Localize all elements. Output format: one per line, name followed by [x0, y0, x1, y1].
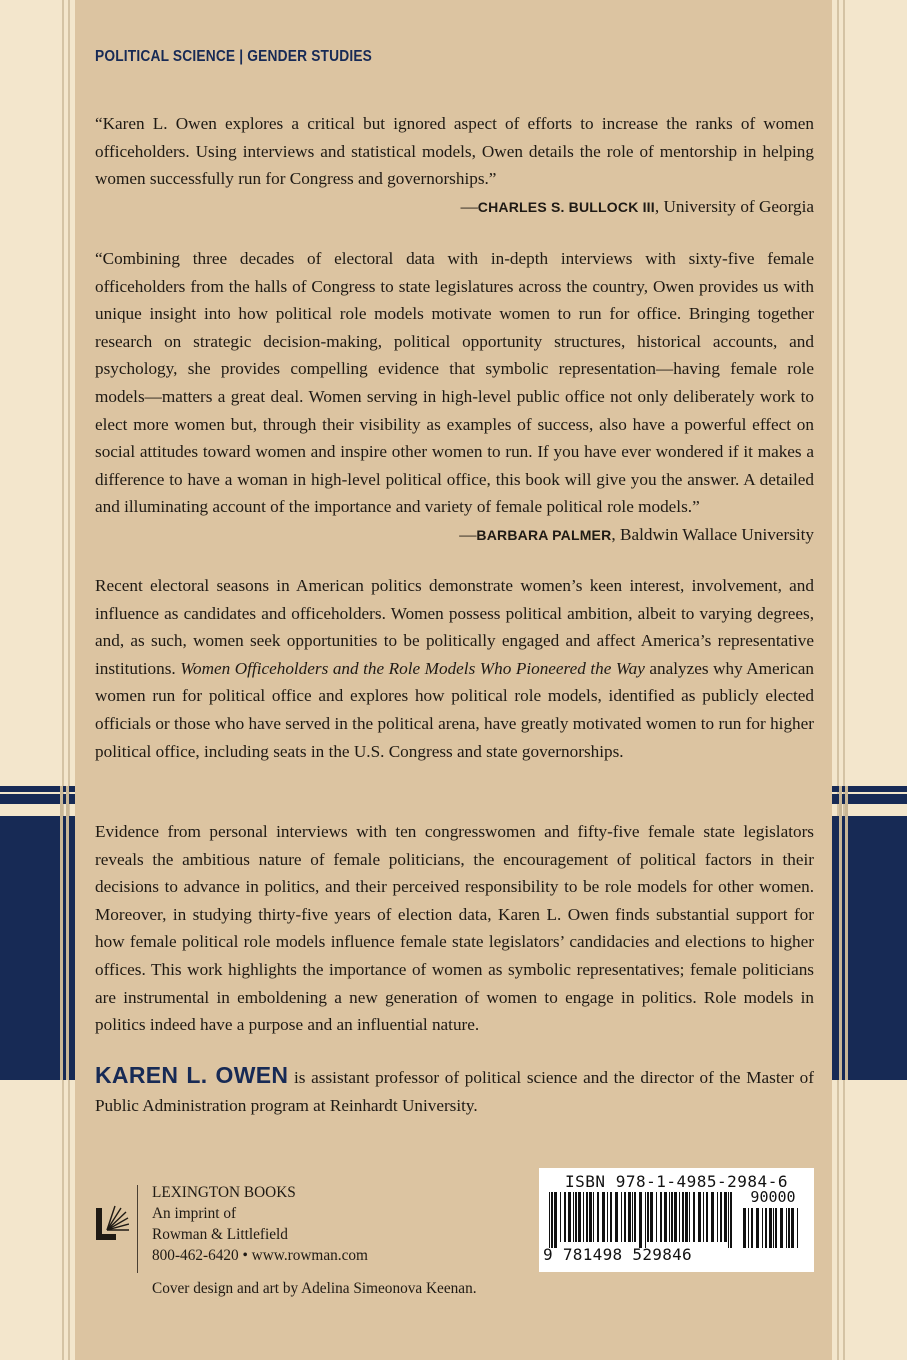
barcode-bar — [564, 1192, 566, 1242]
attribution-dash: — — [460, 196, 478, 216]
band-separator — [845, 786, 848, 1080]
author-bio-text: is assistant professor of political science and the director of the Master of Public Administration program at Reinhardt University. — [95, 1068, 814, 1115]
barcode-bar — [682, 1192, 684, 1242]
barcode-bar — [656, 1192, 657, 1242]
barcode-bar — [634, 1192, 636, 1242]
description-text: Recent electoral seasons in American politics demonstrate women’s keen interest, involvement, and influence as candidates and officeholders. Women possess political ambition, albeit to varying degrees, and, as such, women seek opportunities to be politically engaged and affect America’s representative institutions. — [95, 576, 814, 678]
barcode-bar — [788, 1208, 790, 1248]
barcode-bar — [775, 1208, 777, 1248]
endorser-name: BARBARA PALMER — [476, 526, 612, 543]
barcode-bar — [724, 1192, 727, 1242]
barcode-bar — [551, 1192, 553, 1248]
barcode-bar — [610, 1192, 612, 1242]
band-separator — [839, 786, 842, 1080]
publisher-name: LEXINGTON BOOKS — [152, 1184, 296, 1201]
barcode-bar — [650, 1192, 653, 1242]
barcode-bar — [743, 1208, 746, 1248]
barcode-bar — [575, 1192, 577, 1242]
barcode-bar — [756, 1208, 759, 1248]
barcode-bar — [679, 1192, 680, 1242]
endorsement-palmer — [95, 245, 814, 550]
barcode-bar — [762, 1208, 763, 1248]
barcode-bar — [797, 1208, 798, 1248]
endorser-affiliation: , University of Georgia — [654, 196, 814, 216]
endorser-affiliation: , Baldwin Wallace University — [611, 524, 814, 544]
barcode-bar — [664, 1192, 667, 1242]
barcode-bar — [674, 1192, 677, 1242]
publisher-divider — [137, 1185, 138, 1273]
barcode-bar — [717, 1192, 718, 1242]
band-separator — [66, 786, 69, 1080]
barcode-bar — [607, 1192, 608, 1242]
barcode-bar — [728, 1192, 729, 1248]
barcode-bar — [706, 1192, 708, 1242]
publisher-block — [95, 1182, 415, 1272]
barcode-bar — [669, 1192, 670, 1242]
ean-barcode-bars — [549, 1192, 735, 1248]
band-separator — [60, 786, 63, 1080]
endorser-name: CHARLES S. BULLOCK III — [477, 198, 655, 215]
barcode-bar — [685, 1192, 688, 1242]
barcode-bar — [645, 1192, 646, 1248]
category-label: POLITICAL SCIENCE | GENDER STUDIES — [95, 48, 373, 65]
barcode-bar — [621, 1192, 622, 1242]
barcode-bar — [568, 1192, 571, 1242]
barcode-bar — [786, 1208, 787, 1248]
barcode-bar — [773, 1208, 774, 1248]
barcode-bar — [632, 1192, 633, 1242]
barcode-bar — [602, 1192, 605, 1242]
barcode-bar — [615, 1192, 618, 1242]
book-title: Women Officeholders and the Role Models Who Pioneered the Way — [180, 658, 645, 678]
endorsement-quote: “Karen L. Owen explores a critical but ignored aspect of efforts to increase the ranks of women officeholders. Using interviews and statistical models, Owen details the role of mentorship in helping women successfully run for Congress and governorships.” — [95, 114, 814, 189]
back-cover-panel — [75, 0, 832, 1360]
barcode-bar — [765, 1208, 767, 1248]
barcode-bar — [647, 1192, 649, 1242]
barcode-addon-digits: 90000 — [750, 1188, 796, 1206]
barcode-bar — [769, 1208, 772, 1248]
barcode-bar — [711, 1192, 714, 1242]
barcode-bar — [748, 1208, 749, 1248]
book-description-2: Evidence from personal interviews with ten congresswomen and fifty-five female state legislators reveals the ambitious nature of female politicians, the encouragement of political factors in their decisions to advance in politics, and their perceived responsibility to be role models for other women. Moreover, in studying thirty-five years of election data, Karen L. Owen finds substantial support for how female political role models influence female state legislators’ candidacies and elections to higher offices. This work highlights the importance of women as symbolic representatives; female politicians are instrumental in emboldening a new generation of women to engage in politics. Role models in politics indeed have a purpose and an influential nature. — [95, 822, 814, 1035]
barcode-bar — [791, 1208, 794, 1248]
book-description-1 — [95, 572, 814, 765]
barcode-bar — [628, 1192, 631, 1242]
barcode-bar — [693, 1192, 695, 1242]
barcode-bar — [698, 1192, 701, 1242]
barcode-bar — [720, 1192, 722, 1242]
barcode-bar — [624, 1192, 626, 1242]
barcode-bar — [689, 1192, 690, 1242]
barcode-bar — [583, 1192, 584, 1242]
publisher-logo-icon — [95, 1204, 129, 1244]
barcode-bar — [639, 1192, 642, 1248]
barcode-bar — [549, 1192, 550, 1248]
barcode-bar — [586, 1192, 588, 1242]
barcode-bar — [671, 1192, 673, 1242]
isbn-number: ISBN 978-1-4985-2984-6 — [565, 1172, 788, 1191]
barcode-bar — [554, 1192, 557, 1248]
publisher-contact: 800-462-6420 • www.rowman.com — [152, 1247, 368, 1264]
endorsement-attribution — [95, 193, 814, 222]
endorsement-quote: “Combining three decades of electoral data with in-depth interviews with sixty-five female officeholders from the halls of Congress to state legislatures across the country, Owen provides us with unique insight into how political role models motivate women to run for office. Bringing together research on strategic decision-making, political opportunity structures, historical accounts, and psychology, she provides compelling evidence that symbolic representation—having female role models—matters a great deal. Women serving in high-level public office not only deliberately work to elect more women but, through their visibility as examples of success, also have a powerful effect on social attitudes toward women and inspire other women to run. If you have ever wondered if it makes a difference to have a woman in high-level political office, this book will give you the answer. A detailed and illuminating account of the importance and variety of female political role models.” — [95, 249, 814, 517]
endorsement-attribution — [459, 521, 814, 550]
isbn-barcode — [539, 1168, 814, 1272]
barcode-bar — [660, 1192, 662, 1242]
endorsement-bullock — [95, 110, 814, 221]
author-bio — [95, 1062, 814, 1119]
publisher-text — [152, 1182, 368, 1266]
barcode-bar — [780, 1208, 783, 1248]
right-border-strip — [832, 0, 907, 1360]
barcode-bar — [573, 1192, 574, 1242]
ean-digits: 9 781498 529846 — [543, 1245, 692, 1264]
author-name: KAREN L. OWEN — [95, 1062, 289, 1088]
left-border-strip — [0, 0, 75, 1360]
barcode-bar — [703, 1192, 704, 1242]
publisher-imprint-line: An imprint of — [152, 1205, 237, 1222]
publisher-parent: Rowman & Littlefield — [152, 1226, 288, 1243]
description-text: analyzes why American women run for political office and explores how political role models, identified as publicly elected officials or those who have served in the political arena, have greatly motivated women to run for higher political office, including seats in the U.S. Congress and state governorships. — [95, 658, 815, 761]
cover-credit: Cover design and art by Adelina Simeonova Keenan. — [152, 1280, 477, 1297]
addon-barcode-bars — [743, 1208, 803, 1248]
barcode-bar — [578, 1192, 581, 1242]
barcode-bar — [560, 1192, 561, 1242]
barcode-bar — [730, 1192, 732, 1248]
barcode-bar — [597, 1192, 599, 1242]
barcode-bar — [593, 1192, 594, 1242]
attribution-dash: — — [459, 524, 477, 544]
barcode-bar — [589, 1192, 592, 1242]
barcode-bar — [751, 1208, 753, 1248]
